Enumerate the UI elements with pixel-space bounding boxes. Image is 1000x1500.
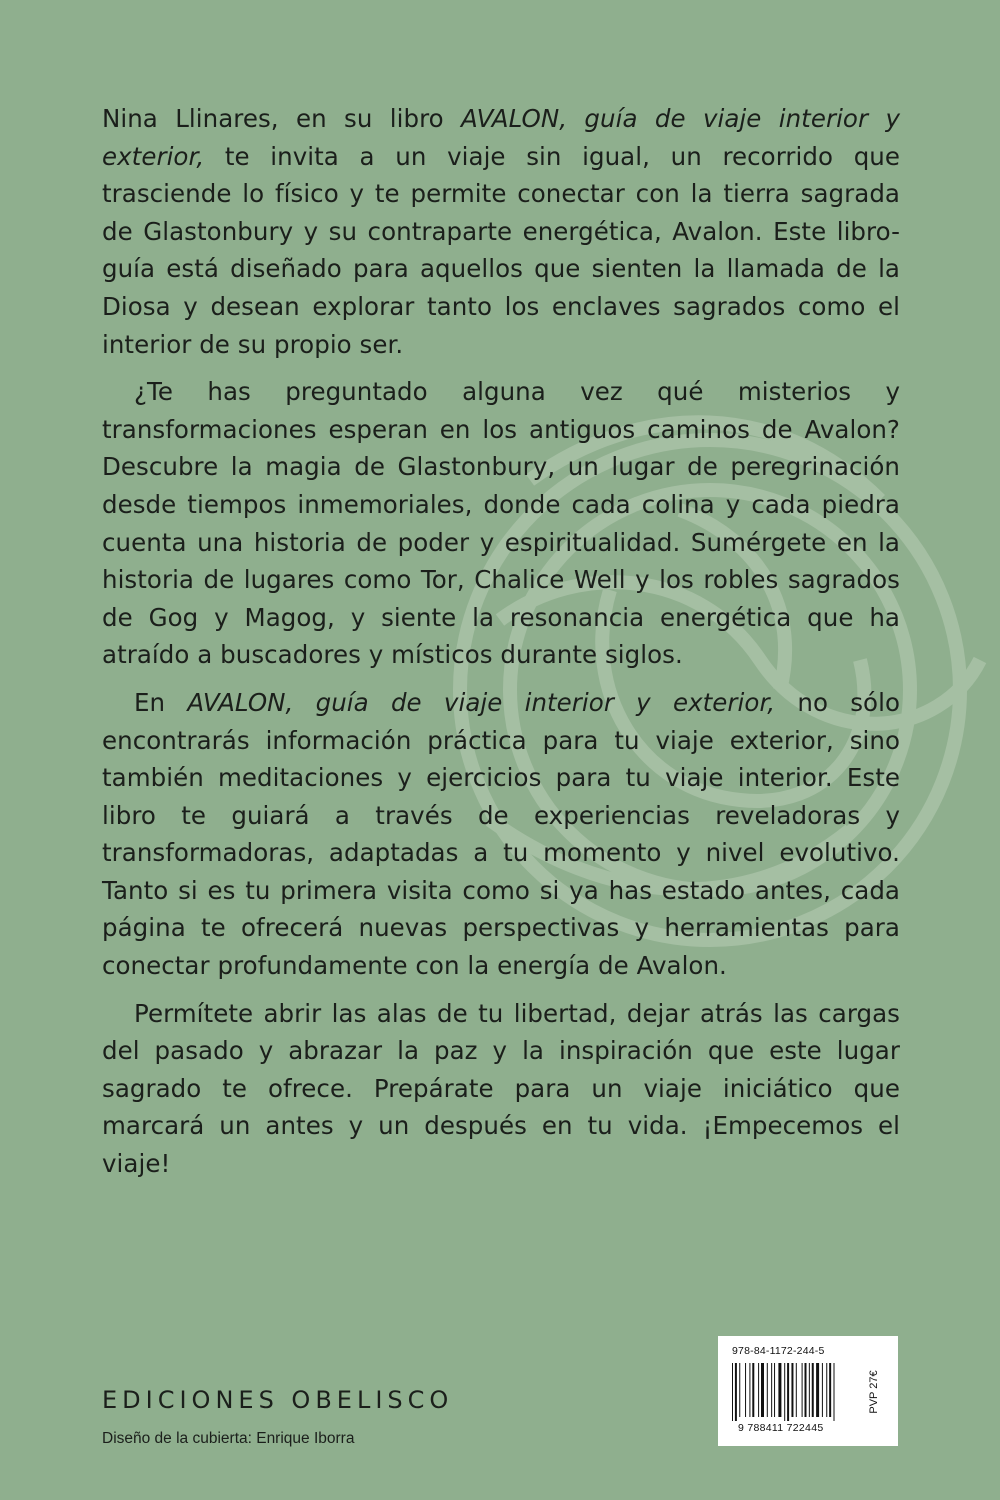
barcode-bar (745, 1363, 746, 1417)
isbn-text: 978-84-1172-244-5 (732, 1345, 825, 1357)
barcode-bar (774, 1363, 775, 1417)
barcode-bar (739, 1363, 740, 1417)
book-title-italic: AVALON, guía de viaje interior y exterior, (102, 104, 900, 171)
barcode-bar (796, 1363, 797, 1417)
blurb-text: te invita a un viaje sin igual, un recorrido que trasciende lo físico y te permite conectar con la tierra sagrada de Glastonbury y su contraparte energética, Avalon. Este libro-guía está diseñado para aquellos que sienten la llamada de la Diosa y desean explorar tanto los enclaves sagrados como el interior de su propio ser. (102, 141, 900, 359)
publisher-name: EDICIONES OBELISCO (102, 1386, 454, 1414)
price-label: PVP 27€ (868, 1370, 880, 1414)
barcode-bar (761, 1363, 764, 1417)
blurb-paragraph-1 (102, 100, 900, 363)
isbn-barcode-box (718, 1336, 898, 1446)
blurb-text: Nina Llinares, en su libro (102, 104, 462, 133)
barcode-bar (767, 1363, 768, 1417)
barcode-bar (829, 1363, 831, 1417)
blurb-text: En (134, 687, 188, 717)
blurb-paragraph-3 (102, 684, 900, 985)
barcode-bar (735, 1363, 737, 1421)
barcode-icon (732, 1363, 858, 1421)
barcode-bar (816, 1363, 819, 1417)
ean-digits: 9 788411 722445 (738, 1422, 824, 1434)
book-title-italic: AVALON, guía de viaje interior y exterior, (187, 687, 776, 717)
barcode-bar (752, 1363, 754, 1417)
barcode-bar (834, 1363, 835, 1421)
blurb-paragraph-4: Permítete abrir las alas de tu libertad, dejar atrás las cargas del pasado y abrazar la paz y la inspiración que este lugar sagrado te ofrece. Prepárate para un viaje iniciático que marcará un antes y un después en tu vida. ¡Empecemos el viaje! (102, 998, 900, 1179)
cover-design-credit: Diseño de la cubierta: Enrique Iborra (102, 1430, 355, 1447)
barcode-bar (784, 1363, 785, 1421)
barcode-bar (787, 1363, 789, 1421)
barcode-bar (809, 1363, 810, 1417)
barcode-bar (826, 1363, 827, 1417)
barcode-bar (758, 1363, 759, 1417)
blurb-text: no sólo encontrarás información práctica para tu viaje exterior, sino también meditaciones y ejercicios para tu viaje interior. Este libro te guiará a través de experiencias reveladoras y transformadoras, adaptadas a tu momento y nivel evolutivo. Tanto si es tu primera visita como si ya has estado antes, cada página te ofrecerá nuevas perspectivas y herramientas para conectar profundamente con la energía de Avalon. (102, 687, 900, 981)
back-cover-blurb (102, 100, 900, 1193)
barcode-bar (732, 1363, 733, 1421)
barcode-bar (791, 1363, 793, 1417)
barcode-bar (805, 1363, 807, 1417)
barcode-bar (749, 1363, 750, 1417)
blurb-paragraph-2: ¿Te has preguntado alguna vez qué misterios y transformaciones esperan en los antiguos caminos de Avalon? Descubre la magia de Glastonbury, un lugar de peregrinación desde tiempos inmemoriales, donde cada colina y cada piedra cuenta una historia de poder y espiritualidad. Sumérgete en la historia de lugares como Tor, Chalice Well y los robles sagrados de Gog y Magog, y siente la resonancia energética que ha atraído a buscadores y místicos durante siglos. (102, 377, 900, 670)
barcode-bar (802, 1363, 803, 1417)
barcode-bar (822, 1363, 823, 1417)
barcode-bar (778, 1363, 781, 1417)
barcode-bar (812, 1363, 814, 1417)
barcode-bar (771, 1363, 772, 1417)
